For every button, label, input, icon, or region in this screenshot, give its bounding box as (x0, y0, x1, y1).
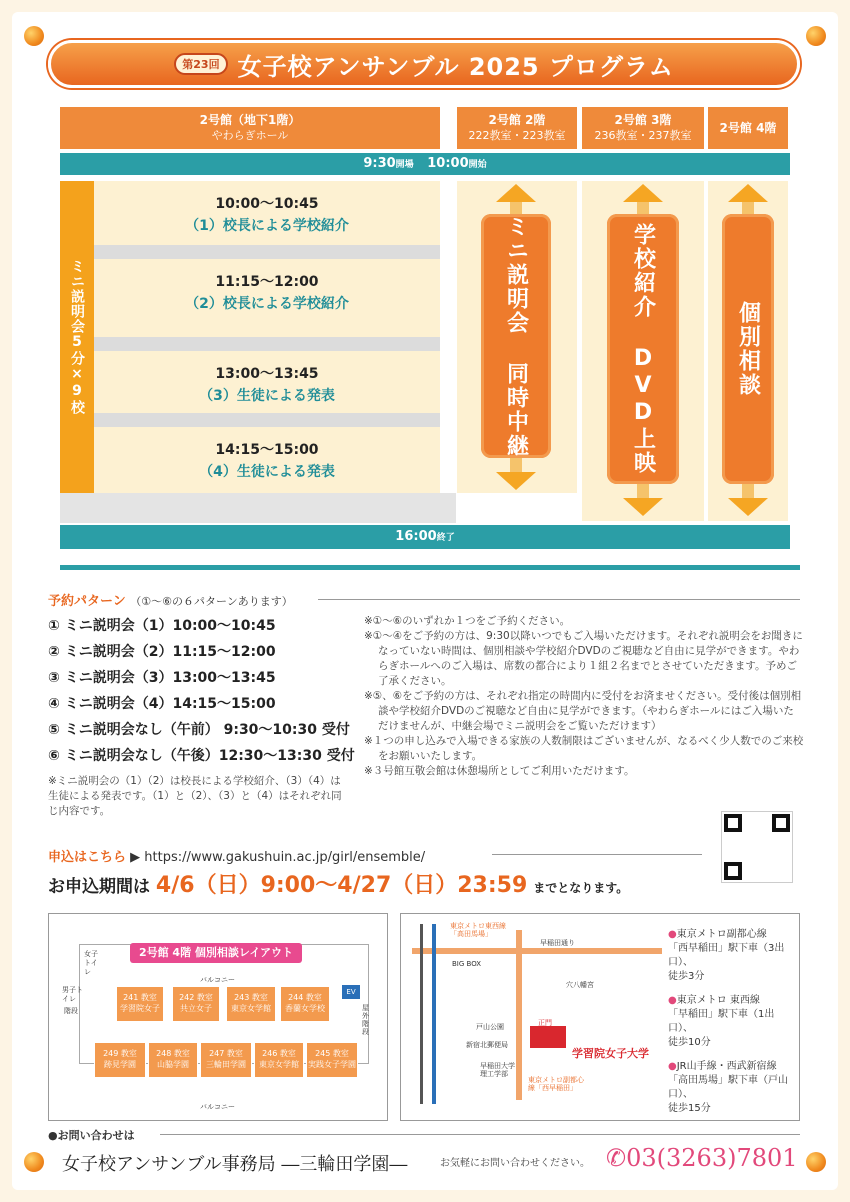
room-244: 244 教室 香蘭女学校 (280, 986, 330, 1022)
list-item: ⑤ ミニ説明会なし（午前） 9:30～10:30 受付 (48, 722, 350, 738)
list-item: ① ミニ説明会（1）10:00～10:45 (48, 618, 276, 634)
end-bar: 16:00終了 (60, 525, 790, 549)
open-bar: 9:30開場 10:00開始 (60, 153, 790, 175)
arrow-down-icon (496, 472, 536, 490)
access-list (668, 928, 794, 1116)
contact-heading: ●お問い合わせは (48, 1129, 135, 1142)
map-label: 穴八幡宮 (566, 981, 594, 989)
access-item: ●JR山手線・西武新宿線 「高田馬場」駅下車（戸山口）、 徒歩15分 (668, 1061, 788, 1114)
apply-period: お申込期間は 4/6（日）9:00～4/27（日）23:59 までとなります。 (48, 873, 629, 898)
note-item: ※１つの申し込みで入場できる家族の人数制限はございませんが、なるべく少人数でのご来校をお願いいたします。 (364, 735, 804, 762)
stairs-label: 階段 (64, 1007, 78, 1015)
arrow-up-icon (623, 184, 663, 202)
outer-stairs-label: 屋外階段 (362, 1004, 369, 1036)
room-241: 241 教室 学習院女子 (116, 986, 164, 1022)
room-243: 243 教室 東京女学館 (226, 986, 276, 1022)
venue-header-3f: 2号館 3階 236教室・237教室 (582, 107, 704, 149)
apply-link[interactable]: https://www.gakushuin.ac.jp/girl/ensemble/ (144, 850, 426, 865)
slot-gap (94, 337, 440, 351)
list-item: ⑥ ミニ説明会なし（午後）12:30～13:30 受付 (48, 748, 355, 764)
room-247: 247 教室 三輪田学園 (200, 1042, 252, 1078)
divider (318, 599, 800, 600)
venue-header-2f: 2号館 2階 222教室・223教室 (457, 107, 577, 149)
corner-ball-icon (806, 1152, 826, 1172)
venue-header-b1: 2号館（地下1階） やわらぎホール (60, 107, 440, 149)
relay-box: ミニ説明会 同時中継 (481, 214, 551, 458)
room-246: 246 教室 東京女学館 (254, 1042, 304, 1078)
floor-layout-title: 2号館 4階 個別相談レイアウト (130, 943, 302, 963)
notes (364, 614, 804, 779)
arrow-up-icon (728, 184, 768, 202)
balcony-label: バルコニー (200, 1103, 235, 1111)
note-item: ※①～⑥のいずれか１つをご予約ください。 (364, 615, 571, 627)
room-242: 242 教室 共立女子 (172, 986, 220, 1022)
consult-box: 個別相談 (722, 214, 774, 484)
slot-2: 11:15～12:00 （2）校長による学校紹介 (94, 259, 440, 337)
title-banner (48, 40, 800, 88)
map-label: 正門 (538, 1019, 552, 1027)
edition-badge: 第23回 (174, 53, 227, 75)
divider (60, 565, 800, 570)
map-label: 東京メトロ東西線「高田馬場」 (450, 922, 506, 938)
note-item: ※①～④をご予約の方は、9:30以降いつでもご入場いただけます。それぞれ説明会をお聞きになっていない時間は、個別相談や学校紹介DVDのご視聴など自由に見学ができます。やわらぎホールへのご入場は、席数の都合により１組２名までとさせていただきます。予めご了承ください。 (364, 630, 803, 687)
room-249: 249 教室 跡見学園 (94, 1042, 146, 1078)
map-rail (420, 924, 423, 1104)
slot-3: 13:00～13:45 （3）生徒による発表 (94, 351, 440, 413)
org-name: 女子校アンサンブル事務局 ―三輪田学園― (62, 1154, 408, 1175)
list-item: ④ ミニ説明会（4）14:15～15:00 (48, 696, 276, 712)
list-item: ③ ミニ説明会（3）13:00～13:45 (48, 670, 276, 686)
wc-label: 女子トイレ (84, 950, 98, 976)
phone-number[interactable]: ✆03(3263)7801 (606, 1144, 798, 1172)
slot-gap (94, 245, 440, 259)
list-item: ② ミニ説明会（2）11:15～12:00 (48, 644, 276, 660)
phone-icon: ✆ (606, 1144, 627, 1172)
arrow-down-icon (623, 498, 663, 516)
map-label: 戸山公園 (476, 1023, 504, 1031)
pattern-list (48, 615, 358, 771)
dvd-box: 学校紹介 DVD上映 (607, 214, 679, 484)
side-label: ミニ説明会5分×9校 (60, 181, 94, 493)
arrow-down-icon (728, 498, 768, 516)
map-label: 東京メトロ副都心線「西早稲田」 (528, 1076, 584, 1092)
map-rail (432, 924, 436, 1104)
map-road (412, 948, 662, 954)
apply-row: 申込はこちら ▶ https://www.gakushuin.ac.jp/girl/ensemble/ (48, 850, 426, 865)
pattern-note: ※ミニ説明会の（1）（2）は校長による学校紹介、（3）（4）は生徒による発表です。（1）と（2）、（3）と（4）はそれぞれ同じ内容です。 (48, 775, 342, 817)
page-title: 女子校アンサンブル 2025 プログラム (237, 52, 674, 81)
map-label: 早稲田大学理工学部 (480, 1062, 515, 1078)
campus-mark (530, 1026, 566, 1048)
campus-label: 学習院女子大学 (572, 1047, 649, 1060)
access-item: ●東京メトロ副都心線 「西早稲田」駅下車（3出口）、 徒歩3分 (668, 929, 785, 982)
note-item: ※３号館互敬会館は休憩場所としてご利用いただけます。 (364, 765, 635, 777)
map-label: 早稲田通り (540, 939, 575, 947)
arrow-up-icon (496, 184, 536, 202)
room-245: 245 教室 実践女子学園 (306, 1042, 358, 1078)
slot-1: 10:00～10:45 （1）校長による学校紹介 (94, 181, 440, 245)
slot-gap (60, 493, 456, 523)
slot-4: 14:15～15:00 （4）生徒による発表 (94, 427, 440, 493)
venue-header-4f: 2号館 4階 (708, 107, 788, 149)
note-item: ※⑤、⑥をご予約の方は、それぞれ指定の時間内に受付をお済ませください。受付後は個別相談や学校紹介DVDのご視聴など自由に見学ができます。（やわらぎホールにはご入場いただけませんが、中継会場でミニ説明会をご覧いただけます） (364, 690, 802, 732)
call-text: お気軽にお問い合わせください。 (440, 1158, 590, 1169)
map-label: 新宿北郵便局 (466, 1041, 508, 1049)
corner-ball-icon (806, 26, 826, 46)
room-248: 248 教室 山脇学園 (148, 1042, 198, 1078)
patterns-title: 予約パターン （①～⑥の６パターンあります） (48, 594, 293, 609)
arrow-right-icon: ▶ (130, 850, 141, 865)
access-item: ●東京メトロ 東西線 「早稲田」駅下車（1出口）、 徒歩10分 (668, 995, 775, 1048)
corner-ball-icon (24, 26, 44, 46)
slot-gap (94, 413, 440, 427)
map-label: BIG BOX (452, 960, 482, 968)
corner-ball-icon (24, 1152, 44, 1172)
elevator-label: EV (342, 985, 360, 999)
balcony-label: バルコニー (200, 976, 235, 984)
wc-label: 男子トイレ (62, 986, 83, 1003)
qr-code-icon[interactable] (722, 812, 792, 882)
divider (160, 1134, 800, 1135)
divider (492, 854, 702, 855)
